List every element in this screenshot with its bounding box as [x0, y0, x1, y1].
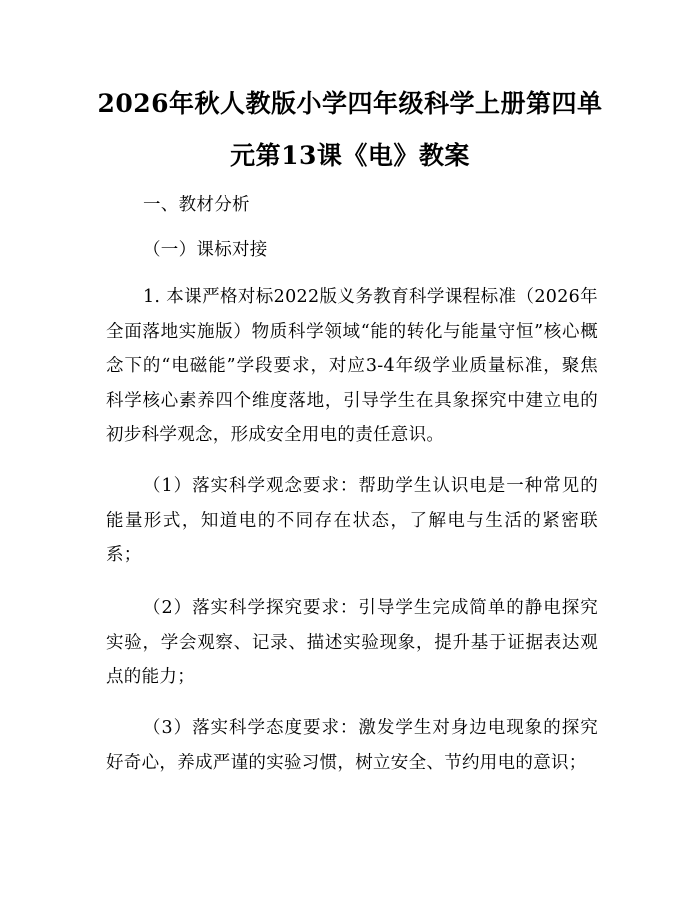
paragraph-science-inquiry: （2）落实科学探究要求：引导学生完成简单的静电探究实验，学会观察、记录、描述实验现象，提升基于证据表达观点的能力； [106, 598, 598, 687]
paragraph-science-concept: （1）落实科学观念要求：帮助学生认识电是一种常见的能量形式，知道电的不同存在状态，了解电与生活的紧密联系； [106, 476, 598, 565]
paragraph-science-attitude: （3）落实科学态度要求：激发学生对身边电现象的探究好奇心，养成严谨的实验习惯，树立安全、节约用电的意识； [106, 718, 598, 773]
subsection-heading: （一）课标对接 [143, 240, 268, 260]
document-title: 2026年秋人教版小学四年级科学上册第四单元第13课《电》教案 [97, 89, 603, 170]
section-heading: 一、教材分析 [143, 195, 250, 215]
paragraph-standards: 1. 本课严格对标2022版义务教育科学课程标准（2026年全面落地实施版）物质科学领域“能的转化与能量守恒”核心概念下的“电磁能”学段要求，对应3-4年级学业质量标准，聚焦科学核心素养四个维度落地，引导学生在具象探究中建立电的初步科学观念，形成安全用电的责任意识。 [106, 287, 598, 445]
